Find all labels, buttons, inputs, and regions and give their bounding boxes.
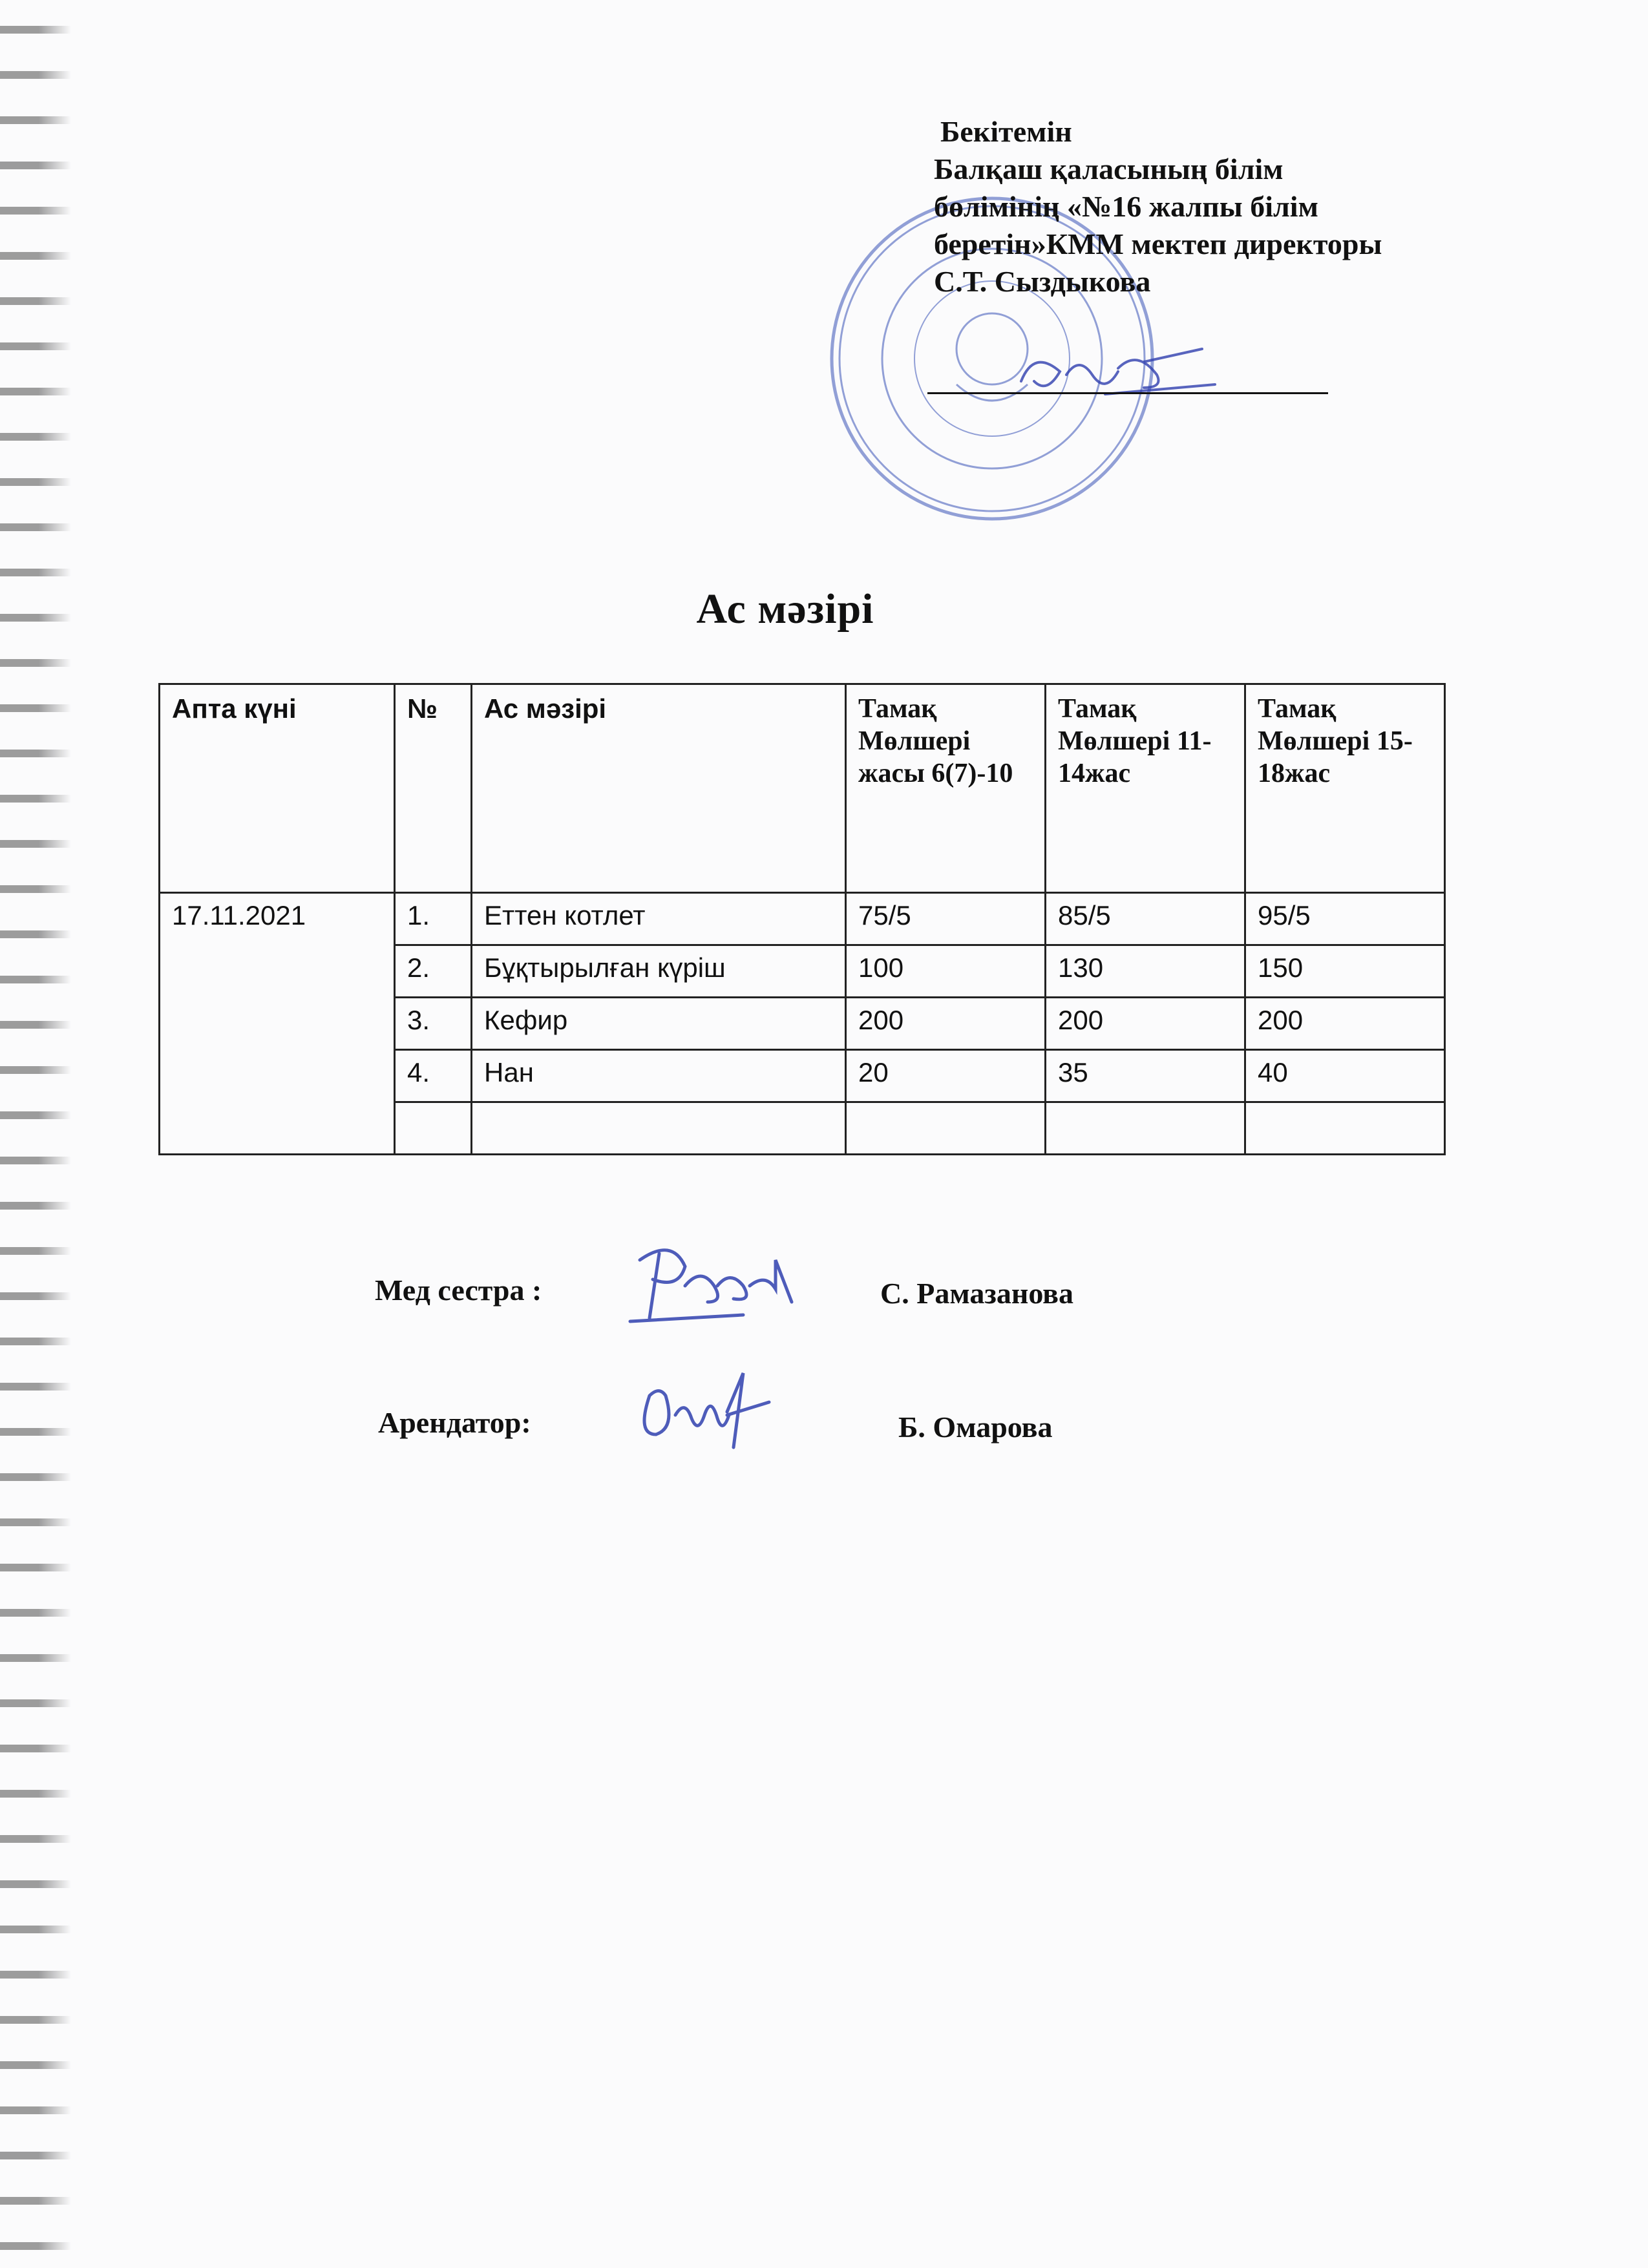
table-row — [160, 893, 1445, 945]
header-number: № — [395, 684, 472, 893]
scan-edge-shadow — [0, 0, 71, 2268]
portion-11-14: 85/5 — [1046, 893, 1245, 945]
portion-6-10: 20 — [846, 1050, 1046, 1102]
header-day: Апта күні — [160, 684, 395, 893]
portion-6-10: 200 — [846, 998, 1046, 1050]
dish-name: Еттен котлет — [472, 893, 846, 945]
portion-15-18: 150 — [1245, 945, 1445, 998]
header-portion-11-14: Тамақ Мөлшері 11-14жас — [1046, 684, 1245, 893]
header-menu: Ас мәзірі — [472, 684, 846, 893]
row-number: 2. — [395, 945, 472, 998]
empty-cell — [846, 1102, 1046, 1155]
table-header-row — [160, 684, 1445, 893]
portion-15-18: 200 — [1245, 998, 1445, 1050]
empty-cell — [395, 1102, 472, 1155]
header-portion-15-18: Тамақ Мөлшері 15-18жас — [1245, 684, 1445, 893]
portion-6-10: 100 — [846, 945, 1046, 998]
director-signature — [1008, 336, 1221, 407]
menu-table — [158, 683, 1446, 1155]
portion-6-10: 75/5 — [846, 893, 1046, 945]
nurse-label: Мед сестра : — [375, 1274, 542, 1307]
approval-line: беретін»КММ мектеп директоры — [934, 227, 1382, 260]
director-signature-line — [927, 392, 1328, 394]
director-name: С.Т. Сыздыкова — [934, 265, 1151, 298]
approval-block — [934, 113, 1516, 300]
portion-15-18: 40 — [1245, 1050, 1445, 1102]
empty-cell — [472, 1102, 846, 1155]
portion-11-14: 35 — [1046, 1050, 1245, 1102]
approval-line: Балқаш қаласының білім — [934, 152, 1284, 185]
portion-11-14: 200 — [1046, 998, 1245, 1050]
empty-cell — [1245, 1102, 1445, 1155]
empty-cell — [1046, 1102, 1245, 1155]
tenant-label: Арендатор: — [378, 1406, 531, 1439]
portion-11-14: 130 — [1046, 945, 1245, 998]
approval-line: бөлімінің «№16 жалпы білім — [934, 190, 1318, 223]
dish-name: Бұқтырылған күріш — [472, 945, 846, 998]
nurse-signature — [614, 1241, 834, 1338]
date-cell: 17.11.2021 — [160, 893, 395, 1155]
portion-15-18: 95/5 — [1245, 893, 1445, 945]
row-number: 3. — [395, 998, 472, 1050]
dish-name: Нан — [472, 1050, 846, 1102]
row-number: 4. — [395, 1050, 472, 1102]
tenant-name: Б. Омарова — [898, 1411, 1053, 1444]
dish-name: Кефир — [472, 998, 846, 1050]
nurse-name: С. Рамазанова — [880, 1277, 1074, 1310]
row-number: 1. — [395, 893, 472, 945]
approval-line: Бекітемін — [940, 115, 1072, 148]
header-portion-6-10: Тамақ Мөлшері жасы 6(7)-10 — [846, 684, 1046, 893]
page-title: Ас мәзірі — [696, 585, 874, 633]
tenant-signature — [630, 1363, 798, 1460]
